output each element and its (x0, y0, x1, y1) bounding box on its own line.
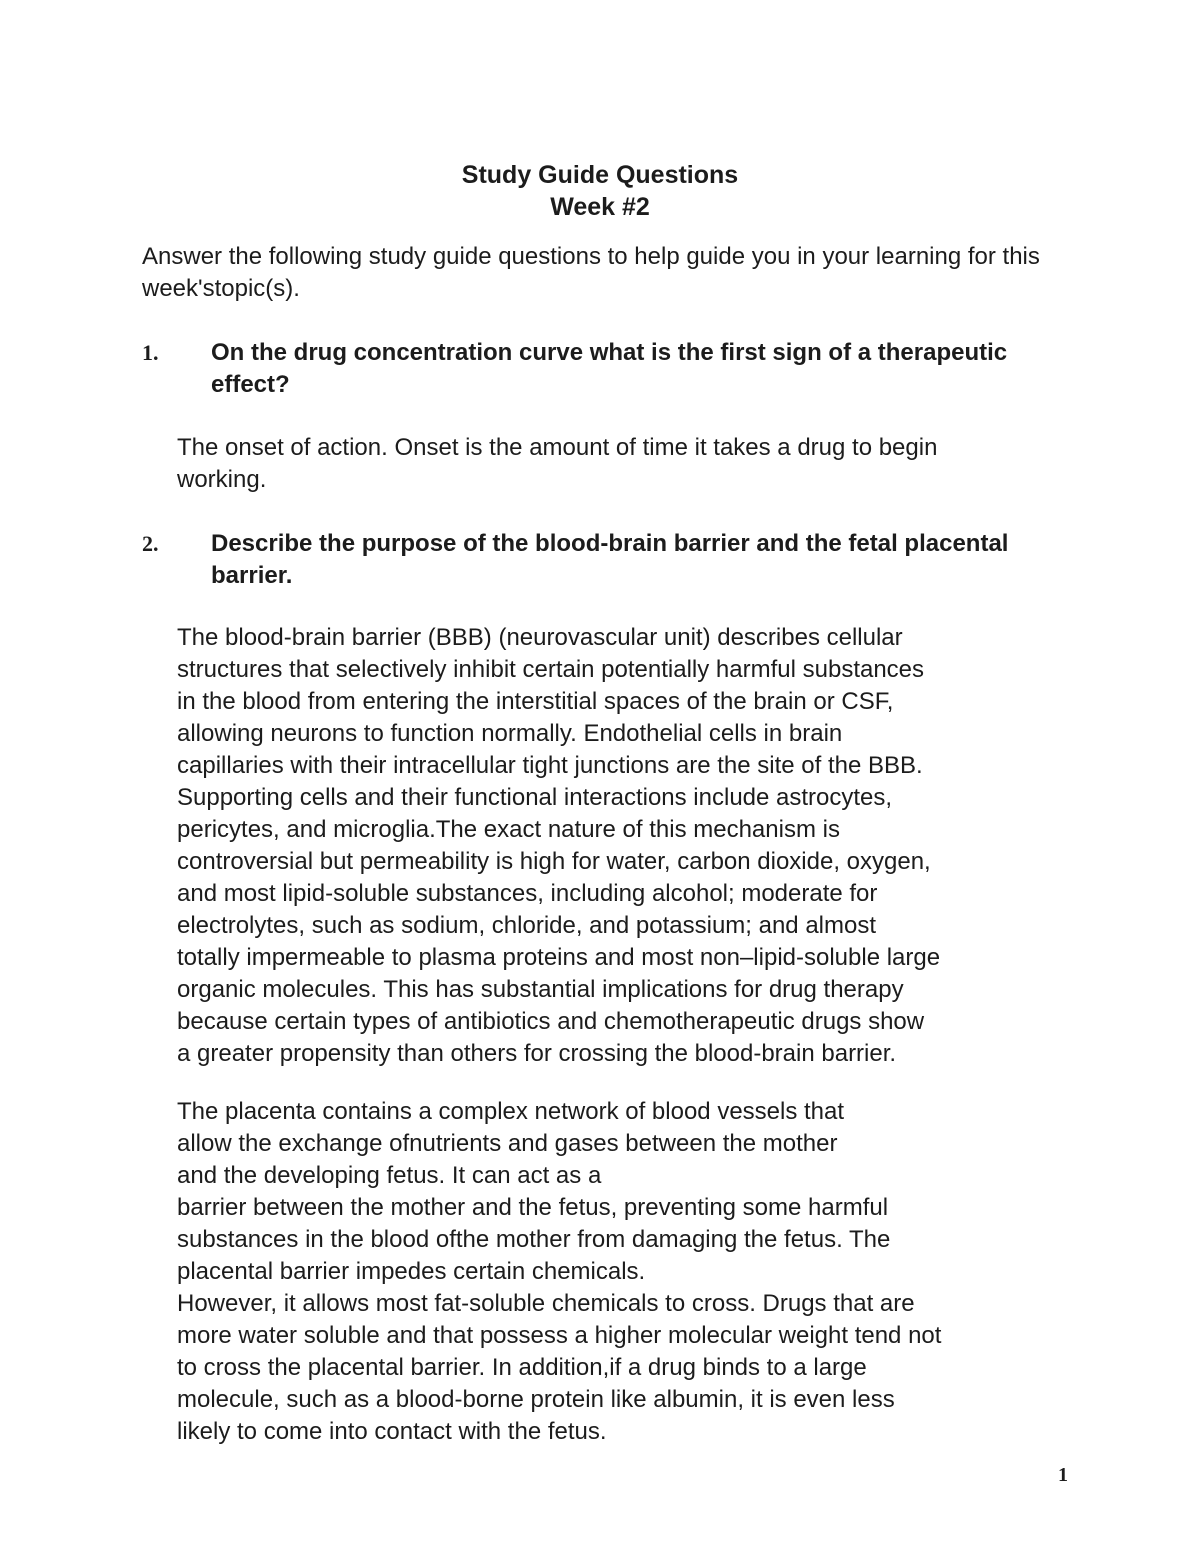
answer-line: to cross the placental barrier. In addition,if a drug binds to a large (177, 1354, 867, 1381)
answer-line: placental barrier impedes certain chemicals. (177, 1258, 646, 1285)
answer-line: a greater propensity than others for crossing the blood-brain barrier. (177, 1040, 897, 1067)
question-2-answer-placenta (177, 1096, 1077, 1448)
answer-line: and most lipid-soluble substances, including alcohol; moderate for (177, 880, 878, 907)
document-subtitle-week: Week #2 (550, 193, 650, 221)
answer-line: controversial but permeability is high for water, carbon dioxide, oxygen, (177, 848, 931, 875)
answer-line: However, it allows most fat-soluble chemicals to cross. Drugs that are (177, 1290, 915, 1317)
answer-line: in the blood from entering the interstitial spaces of the brain or CSF, (177, 688, 894, 715)
answer-line: barrier between the mother and the fetus, preventing some harmful (177, 1194, 889, 1221)
answer-line: and the developing fetus. It can act as a (177, 1162, 602, 1189)
document-title: Study Guide Questions (461, 161, 739, 189)
answer-line: Supporting cells and their functional interactions include astrocytes, (177, 784, 893, 811)
answer-line: totally impermeable to plasma proteins and most non–lipid-soluble large (177, 944, 941, 971)
answer-line: organic molecules. This has substantial implications for drug therapy (177, 976, 904, 1003)
answer-line: capillaries with their intracellular tight junctions are the site of the BBB. (177, 752, 923, 779)
answer-line: more water soluble and that possess a higher molecular weight tend not (177, 1322, 942, 1349)
answer-line: likely to come into contact with the fetus. (177, 1418, 607, 1445)
question-1-answer (177, 432, 1077, 496)
answer-line: allowing neurons to function normally. Endothelial cells in brain (177, 720, 843, 747)
answer-line: pericytes, and microglia.The exact nature of this mechanism is (177, 816, 840, 843)
answer-line: substances in the blood ofthe mother from damaging the fetus. The (177, 1226, 891, 1253)
answer-line: molecule, such as a blood-borne protein like albumin, it is even less (177, 1386, 895, 1413)
answer-line: electrolytes, such as sodium, chloride, and potassium; and almost (177, 912, 877, 939)
page-number: 1 (1058, 1464, 1068, 1486)
intro-paragraph: Answer the following study guide questions to help guide you in your learning for this week'stopic(s). (142, 243, 1040, 302)
answer-line: working. (177, 466, 267, 493)
question-2-answer-bbb (177, 622, 1077, 1070)
question-2-text: Describe the purpose of the blood-brain barrier and the fetal placental barrier. (211, 530, 1009, 589)
answer-line: The blood-brain barrier (BBB) (neurovascular unit) describes cellular (177, 624, 903, 651)
answer-line: allow the exchange ofnutrients and gases between the mother (177, 1130, 838, 1157)
answer-line: because certain types of antibiotics and chemotherapeutic drugs show (177, 1008, 925, 1035)
answer-line: structures that selectively inhibit certain potentially harmful substances (177, 656, 925, 683)
question-2-number: 2. (142, 531, 159, 556)
answer-line: The placenta contains a complex network of blood vessels that (177, 1098, 845, 1125)
question-1-number: 1. (142, 340, 159, 365)
question-1-text: On the drug concentration curve what is the first sign of a therapeutic effect? (211, 339, 1008, 398)
answer-line: The onset of action. Onset is the amount of time it takes a drug to begin (177, 434, 938, 461)
